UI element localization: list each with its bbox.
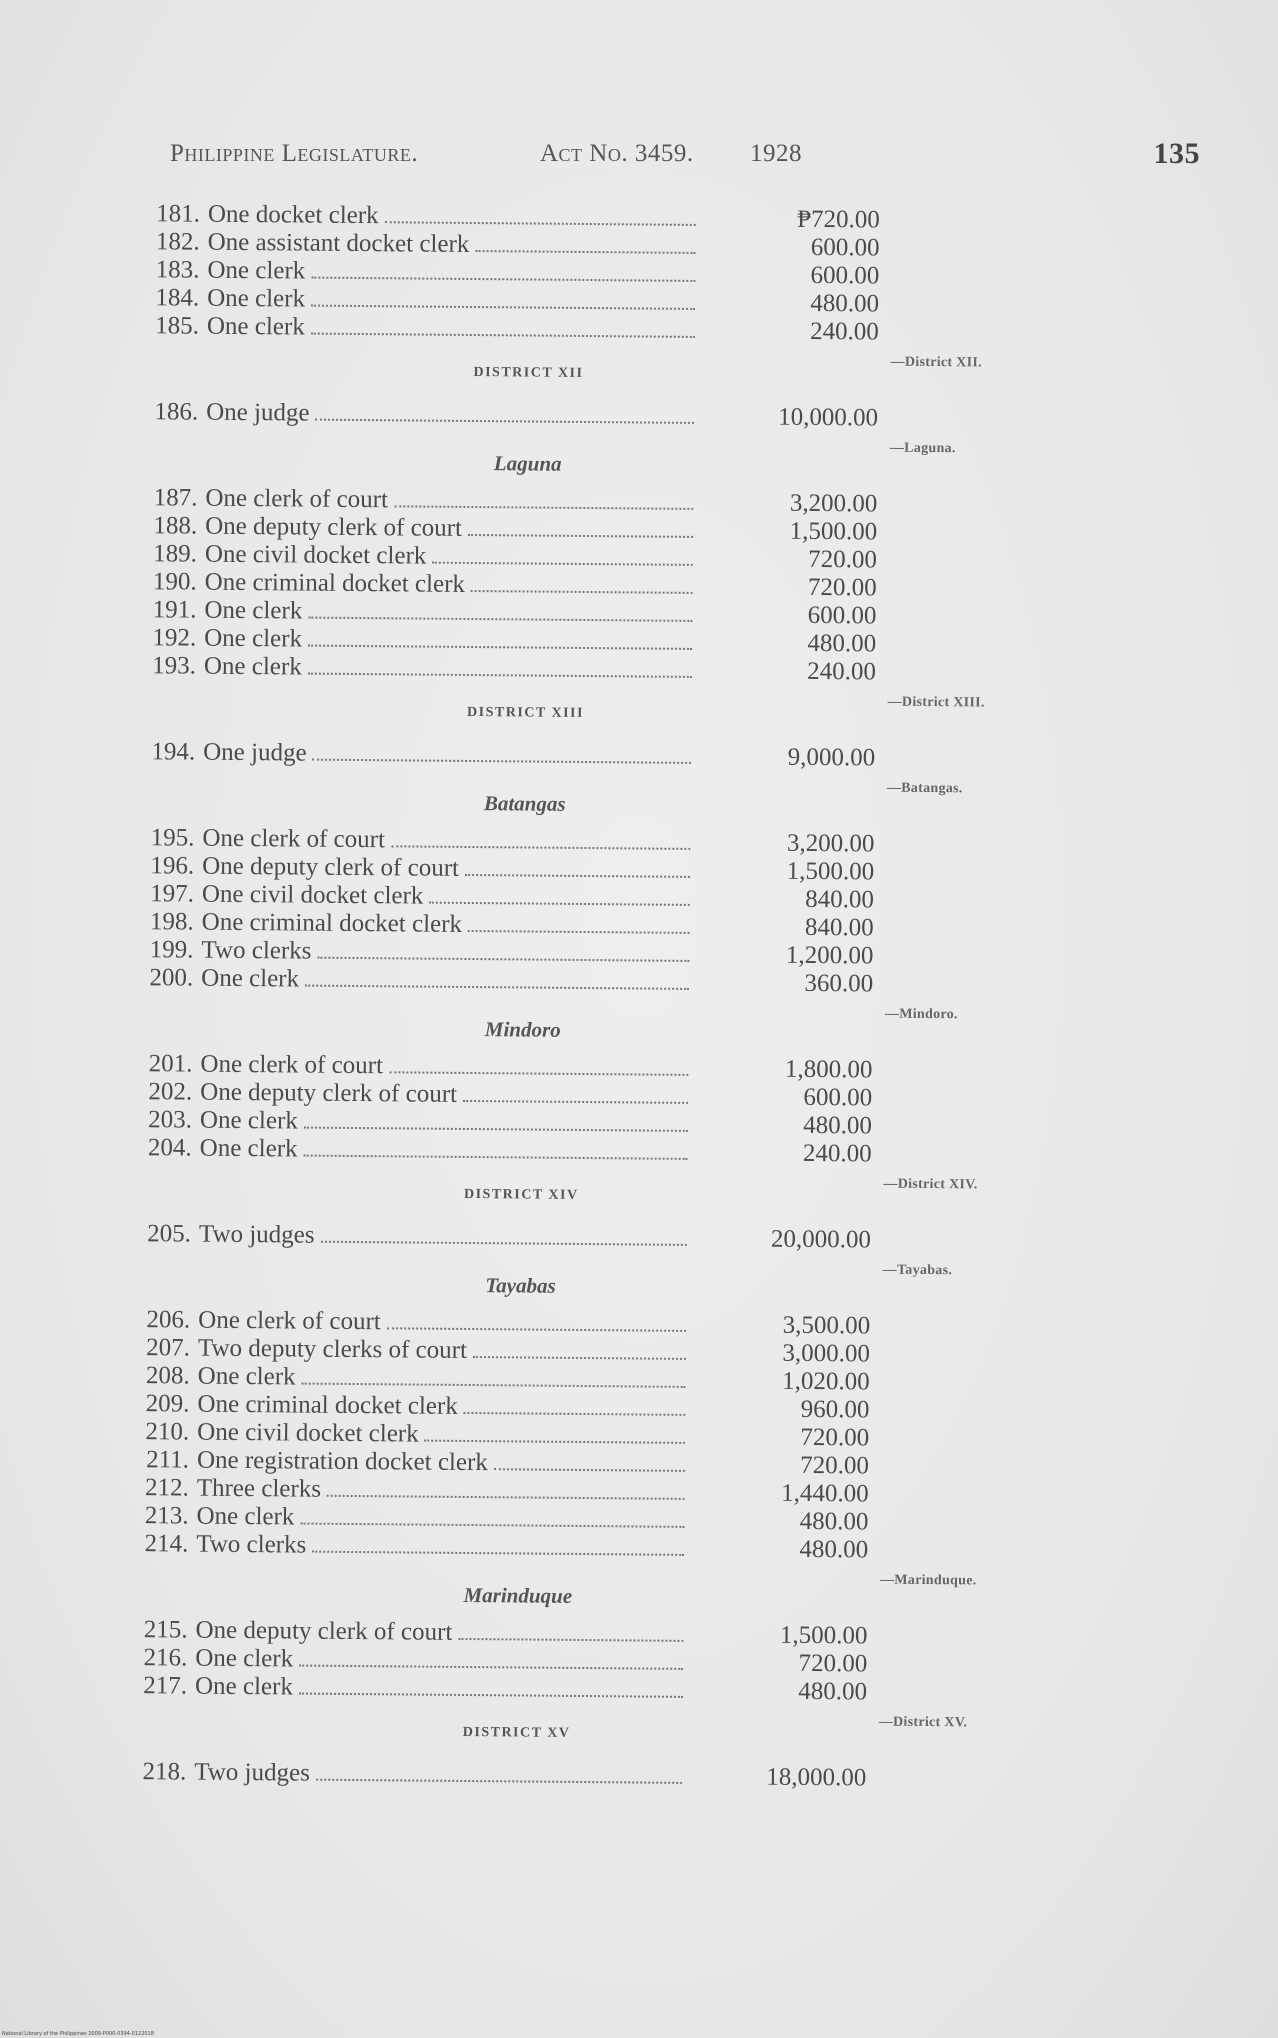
item-description bbox=[207, 313, 695, 345]
item-number: 205. bbox=[147, 1220, 192, 1248]
dot-leader bbox=[391, 845, 690, 850]
item-text: One clerk of court bbox=[200, 1050, 384, 1080]
item-description bbox=[196, 1503, 684, 1535]
header-year: 1928 bbox=[750, 140, 802, 167]
dot-leader bbox=[429, 902, 690, 906]
page-number: 135 bbox=[1153, 137, 1200, 170]
item-description bbox=[199, 1221, 687, 1253]
item-number: 198. bbox=[149, 908, 194, 936]
section-heading bbox=[118, 1558, 1038, 1624]
dot-leader bbox=[304, 1127, 688, 1132]
section-heading bbox=[123, 992, 1043, 1058]
item-text: One clerk bbox=[199, 1134, 298, 1163]
item-text: One deputy clerk of court bbox=[195, 1616, 453, 1646]
item-number: 217. bbox=[143, 1672, 188, 1700]
item-text: One clerk bbox=[206, 312, 305, 341]
item-description bbox=[200, 1135, 688, 1167]
item-text: One deputy clerk of court bbox=[205, 512, 463, 542]
dot-leader bbox=[321, 1241, 687, 1246]
dot-leader bbox=[327, 1495, 685, 1500]
item-text: One clerk bbox=[196, 1502, 295, 1531]
item-number: 192. bbox=[152, 624, 197, 652]
dot-leader bbox=[300, 1523, 684, 1528]
item-number: 190. bbox=[152, 568, 197, 596]
item-amount: 1,500.00 bbox=[786, 857, 875, 886]
item-amount: 9,000.00 bbox=[787, 743, 876, 772]
item-number: 185. bbox=[155, 312, 200, 340]
item-amount: 480.00 bbox=[810, 289, 880, 318]
item-description bbox=[202, 881, 690, 913]
item-number: 207. bbox=[146, 1334, 191, 1362]
item-description bbox=[197, 1419, 685, 1451]
item-description bbox=[198, 1307, 686, 1339]
item-amount: 18,000.00 bbox=[766, 1763, 867, 1792]
item-text: One civil docket clerk bbox=[197, 1418, 419, 1448]
section-heading bbox=[125, 680, 1045, 746]
item-number: 194. bbox=[151, 738, 196, 766]
dot-leader bbox=[305, 985, 689, 990]
item-number: 209. bbox=[145, 1390, 190, 1418]
item-number: 197. bbox=[150, 880, 195, 908]
item-text: One criminal docket clerk bbox=[201, 908, 463, 938]
item-description bbox=[195, 1673, 683, 1705]
item-description bbox=[208, 201, 696, 233]
item-text: Two judges bbox=[198, 1220, 315, 1249]
item-text: One clerk bbox=[197, 1362, 296, 1391]
item-number: 186. bbox=[154, 398, 199, 426]
item-description bbox=[206, 399, 694, 431]
dot-leader bbox=[299, 1693, 683, 1698]
item-amount: 840.00 bbox=[804, 913, 874, 942]
item-number: 208. bbox=[145, 1362, 190, 1390]
dot-leader bbox=[463, 1100, 688, 1104]
dot-leader bbox=[468, 534, 693, 538]
dot-leader bbox=[317, 957, 689, 962]
margin-note: —Mindoro. bbox=[884, 1006, 958, 1023]
section-label: DISTRICT XV bbox=[462, 1724, 571, 1741]
item-text: One civil docket clerk bbox=[201, 880, 424, 910]
item-text: One deputy clerk of court bbox=[200, 1078, 458, 1108]
item-number: 187. bbox=[153, 484, 198, 512]
item-description bbox=[203, 739, 691, 771]
item-text: One clerk of court bbox=[202, 824, 386, 854]
dot-leader bbox=[389, 1071, 688, 1076]
section-label: Mindoro bbox=[484, 1017, 561, 1042]
item-text: One civil docket clerk bbox=[204, 540, 427, 570]
item-number: 181. bbox=[156, 200, 200, 228]
dot-leader bbox=[308, 645, 692, 650]
item-description bbox=[197, 1475, 685, 1507]
margin-note: —Batangas. bbox=[886, 780, 963, 797]
dot-leader bbox=[387, 1327, 686, 1332]
item-amount: 240.00 bbox=[810, 317, 879, 346]
item-text: Two clerks bbox=[201, 936, 312, 965]
item-text: One clerk bbox=[195, 1644, 294, 1673]
item-description bbox=[200, 1107, 688, 1139]
item-text: One clerk bbox=[203, 652, 302, 681]
section-heading bbox=[121, 1162, 1041, 1228]
dot-leader bbox=[458, 1638, 683, 1642]
item-text: One clerk bbox=[199, 1106, 298, 1135]
item-text: One criminal docket clerk bbox=[204, 568, 466, 598]
item-description bbox=[204, 597, 692, 629]
item-amount: 720.00 bbox=[808, 545, 878, 574]
section-label: Laguna bbox=[493, 451, 562, 476]
section-heading bbox=[116, 1700, 1036, 1766]
dot-leader bbox=[475, 250, 695, 254]
item-amount: 600.00 bbox=[810, 261, 880, 290]
dot-leader bbox=[316, 419, 695, 424]
item-description bbox=[205, 513, 693, 545]
dot-leader bbox=[299, 1665, 683, 1670]
item-description bbox=[197, 1391, 685, 1423]
item-text: One docket clerk bbox=[207, 200, 379, 230]
dot-leader bbox=[311, 333, 695, 338]
item-text: One clerk bbox=[204, 624, 303, 653]
item-text: One clerk bbox=[207, 256, 306, 285]
item-number: 215. bbox=[143, 1616, 188, 1644]
item-text: One clerk bbox=[207, 284, 306, 313]
dot-leader bbox=[494, 1468, 685, 1472]
item-description bbox=[205, 541, 693, 573]
margin-note: —District XV. bbox=[878, 1714, 968, 1731]
header-act: Act No. 3459. bbox=[540, 140, 694, 167]
item-amount: 10,000.00 bbox=[778, 403, 879, 432]
item-text: Two clerks bbox=[196, 1530, 307, 1559]
page-header bbox=[170, 137, 1200, 170]
section-heading bbox=[128, 426, 1048, 492]
item-description bbox=[198, 1363, 686, 1395]
margin-note: —District XII. bbox=[890, 354, 982, 371]
item-text: One clerk of court bbox=[198, 1306, 381, 1336]
section-heading bbox=[120, 1248, 1040, 1314]
item-amount: 240.00 bbox=[802, 1139, 872, 1168]
margin-note: —Laguna. bbox=[889, 440, 956, 457]
item-description bbox=[204, 653, 692, 685]
item-amount: 240.00 bbox=[807, 657, 877, 686]
item-amount: 720.00 bbox=[798, 1649, 868, 1678]
item-number: 202. bbox=[148, 1078, 193, 1106]
item-text: One clerk bbox=[194, 1672, 294, 1701]
item-text: One assistant docket clerk bbox=[207, 228, 470, 258]
margin-note: —Tayabas. bbox=[882, 1262, 953, 1279]
dot-leader bbox=[313, 759, 692, 764]
item-description bbox=[202, 909, 690, 941]
item-number: 201. bbox=[148, 1050, 193, 1078]
item-amount: 3,200.00 bbox=[786, 829, 875, 858]
item-description bbox=[208, 229, 696, 261]
item-number: 196. bbox=[150, 852, 195, 880]
dot-leader bbox=[308, 673, 692, 678]
item-description bbox=[201, 937, 689, 969]
item-amount: 20,000.00 bbox=[770, 1225, 872, 1254]
item-number: 182. bbox=[155, 228, 200, 256]
item-amount: 720.00 bbox=[800, 1451, 870, 1480]
item-amount: 3,000.00 bbox=[782, 1339, 871, 1368]
dot-leader bbox=[308, 617, 692, 622]
dot-leader bbox=[311, 277, 695, 282]
item-text: Three clerks bbox=[196, 1474, 322, 1503]
item-number: 184. bbox=[155, 284, 200, 312]
item-text: One clerk of court bbox=[205, 484, 389, 514]
item-text: One criminal docket clerk bbox=[197, 1390, 458, 1420]
item-description bbox=[202, 853, 690, 885]
dot-leader bbox=[394, 505, 693, 510]
item-amount: 3,500.00 bbox=[782, 1311, 871, 1340]
section-label: Tayabas bbox=[485, 1273, 556, 1298]
item-number: 183. bbox=[155, 256, 200, 284]
item-number: 193. bbox=[152, 652, 197, 680]
item-description bbox=[200, 1079, 688, 1111]
item-description bbox=[201, 965, 689, 997]
item-number: 211. bbox=[146, 1446, 190, 1474]
item-description bbox=[207, 257, 695, 289]
item-number: 191. bbox=[152, 596, 197, 624]
item-description bbox=[207, 285, 695, 317]
item-description bbox=[205, 569, 693, 601]
section-label: DISTRICT XII bbox=[473, 365, 584, 381]
item-number: 200. bbox=[149, 964, 194, 992]
item-number: 218. bbox=[142, 1758, 187, 1786]
item-number: 199. bbox=[149, 936, 194, 964]
item-description bbox=[200, 1051, 688, 1083]
item-amount: 960.00 bbox=[800, 1395, 870, 1424]
margin-note: —District XIII. bbox=[887, 694, 985, 711]
item-amount: 600.00 bbox=[810, 233, 880, 262]
item-text: One registration docket clerk bbox=[196, 1446, 488, 1477]
item-number: 213. bbox=[144, 1502, 189, 1530]
appropriation-list bbox=[116, 200, 1050, 1794]
item-number: 195. bbox=[150, 824, 195, 852]
item-amount: 1,440.00 bbox=[781, 1479, 869, 1508]
item-text: One deputy clerk of court bbox=[202, 852, 460, 882]
section-heading bbox=[128, 340, 1048, 406]
item-number: 189. bbox=[153, 540, 198, 568]
item-number: 214. bbox=[144, 1530, 189, 1558]
dot-leader bbox=[311, 305, 695, 310]
item-number: 206. bbox=[146, 1306, 191, 1334]
item-amount: 480.00 bbox=[799, 1507, 869, 1536]
item-amount: 1,800.00 bbox=[784, 1055, 873, 1084]
item-number: 210. bbox=[145, 1418, 190, 1446]
item-description bbox=[195, 1645, 683, 1677]
dot-leader bbox=[312, 1551, 684, 1556]
margin-note: —District XIV. bbox=[883, 1176, 978, 1193]
item-number: 188. bbox=[153, 512, 198, 540]
item-amount: 480.00 bbox=[807, 629, 877, 658]
item-amount: 1,200.00 bbox=[785, 941, 874, 970]
item-description bbox=[195, 1617, 683, 1649]
section-label: Batangas bbox=[483, 791, 566, 816]
dot-leader bbox=[302, 1383, 686, 1388]
item-amount: 480.00 bbox=[803, 1111, 873, 1140]
scan-credit: National Library of the Philippines 2009-P000-0394-0122018 bbox=[2, 2031, 154, 2037]
item-amount: 1,500.00 bbox=[779, 1621, 868, 1650]
header-title: Philippine Legislature. bbox=[170, 140, 419, 167]
dot-leader bbox=[473, 1356, 686, 1360]
section-label: Marinduque bbox=[463, 1582, 573, 1608]
item-amount: 360.00 bbox=[804, 969, 874, 998]
dot-leader bbox=[304, 1155, 688, 1160]
dot-leader bbox=[468, 930, 690, 934]
item-amount: 600.00 bbox=[803, 1083, 873, 1112]
dot-leader bbox=[385, 221, 696, 226]
item-amount: 720.00 bbox=[807, 573, 877, 602]
item-amount: 480.00 bbox=[798, 1677, 868, 1706]
item-amount: 480.00 bbox=[799, 1535, 869, 1564]
item-number: 204. bbox=[147, 1134, 192, 1162]
margin-note: —Marinduque. bbox=[879, 1572, 977, 1589]
item-text: One clerk bbox=[201, 964, 300, 993]
dot-leader bbox=[316, 1779, 682, 1784]
item-description bbox=[196, 1531, 684, 1563]
item-number: 203. bbox=[148, 1106, 193, 1134]
section-label: DISTRICT XIII bbox=[467, 704, 585, 721]
item-amount: 720.00 bbox=[800, 1423, 870, 1452]
item-amount: 1,500.00 bbox=[789, 517, 878, 546]
item-text: Two judges bbox=[194, 1758, 311, 1787]
item-number: 212. bbox=[144, 1474, 189, 1502]
item-text: Two deputy clerks of court bbox=[197, 1334, 468, 1364]
section-label: DISTRICT XIV bbox=[463, 1186, 579, 1203]
item-description bbox=[204, 625, 692, 657]
item-amount: 600.00 bbox=[807, 601, 877, 630]
item-amount: 3,200.00 bbox=[789, 489, 878, 518]
dot-leader bbox=[432, 562, 693, 566]
item-description bbox=[202, 825, 690, 857]
item-description bbox=[197, 1447, 685, 1479]
dot-leader bbox=[465, 874, 690, 878]
item-text: One clerk bbox=[204, 596, 303, 625]
dot-leader bbox=[464, 1412, 686, 1416]
item-description bbox=[205, 485, 693, 517]
item-amount: 840.00 bbox=[805, 885, 875, 914]
item-number: 216. bbox=[143, 1644, 188, 1672]
item-amount: 1,020.00 bbox=[782, 1367, 870, 1396]
dot-leader bbox=[471, 590, 693, 594]
item-description bbox=[194, 1759, 682, 1791]
item-text: One judge bbox=[203, 738, 307, 767]
item-amount: ₱720.00 bbox=[797, 205, 880, 234]
section-heading bbox=[125, 766, 1045, 832]
dot-leader bbox=[425, 1440, 686, 1444]
item-text: One judge bbox=[206, 398, 310, 427]
item-description bbox=[198, 1335, 686, 1367]
